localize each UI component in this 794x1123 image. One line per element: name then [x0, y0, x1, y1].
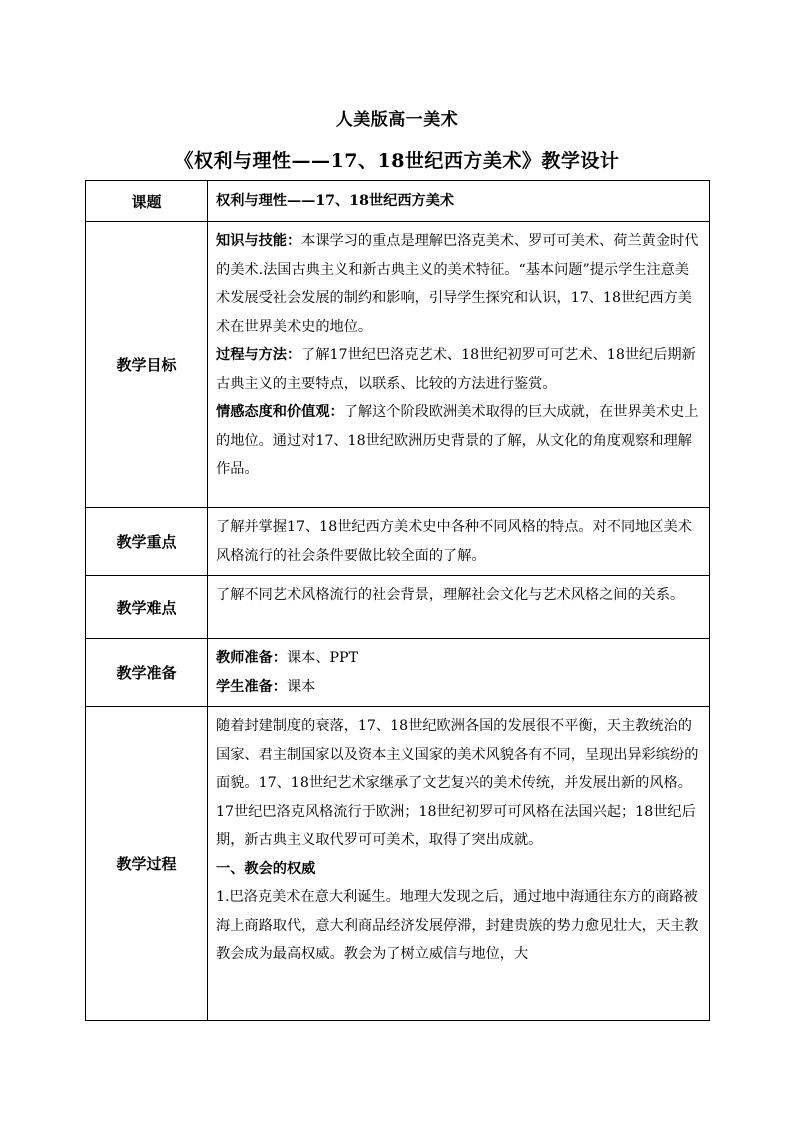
student-prep-line — [216, 673, 703, 702]
table-row-topic — [86, 181, 710, 222]
section-paragraph-baroque: 1.巴洛克美术在意大利诞生。地理大发现之后，通过地中海通往东方的商路被海上商路取代，意大利商品经济发展停滞，封建贵族的势力愈见壮大，天主教教会成为最高权威。教会为了树立威信与地位，大 — [216, 889, 699, 962]
table-row-process — [86, 707, 710, 1021]
section-heading-church-authority: 一、教会的权威 — [216, 860, 316, 877]
emotion-values-heading: 情感态度和价值观： — [216, 404, 344, 420]
knowledge-skills-heading: 知识与技能： — [216, 233, 302, 249]
row-content-difficulties: 了解不同艺术风格流行的社会背景，理解社会文化与艺术风格之间的关系。 — [208, 576, 710, 639]
table-row-preparation — [86, 639, 710, 707]
row-label-topic: 课题 — [86, 181, 208, 222]
teacher-prep-line — [216, 644, 703, 673]
table-row-objectives — [86, 222, 710, 508]
process-methods-paragraph — [216, 341, 703, 398]
table-row-keypoints — [86, 508, 710, 576]
teacher-prep-text: 课本、PPT — [286, 650, 359, 666]
row-content-process — [208, 707, 710, 1021]
row-label-preparation: 教学准备 — [86, 639, 208, 707]
document-subtitle: 《权利与理性——17、18世纪西方美术》教学设计 — [174, 150, 620, 172]
row-label-keypoints: 教学重点 — [86, 508, 208, 576]
row-content-keypoints: 了解并掌握17、18世纪西方美术史中各种不同风格的特点。对不同地区美术风格流行的社会条件要做比较全面的了解。 — [208, 508, 710, 576]
row-label-objectives: 教学目标 — [86, 222, 208, 508]
emotion-values-paragraph — [216, 398, 703, 484]
row-label-difficulties: 教学难点 — [86, 576, 208, 639]
row-content-preparation — [208, 639, 710, 707]
process-methods-heading: 过程与方法： — [216, 347, 302, 363]
document-title: 人美版高一美术 — [335, 110, 459, 130]
process-intro-paragraph: 随着封建制度的衰落，17、18世纪欧洲各国的发展很不平衡，天主教统治的国家、君主制国家以及资本主义国家的美术风貌各有不同，呈现出异彩缤纷的面貌。17、18世纪艺术家继承了文艺复兴的美术传统，并发展出新的风格。17世纪巴洛克风格流行于欧洲；18世纪初罗可可风格在法国兴起；18世纪后期，新古典主义取代罗可可美术，取得了突出成就。 — [216, 718, 699, 848]
student-prep-text: 课本 — [286, 678, 316, 695]
lesson-plan-table — [85, 180, 710, 1021]
student-prep-heading: 学生准备： — [216, 678, 287, 695]
knowledge-skills-text: 本课学习的重点是理解巴洛克美术、罗可可美术、荷兰黄金时代的美术.法国古典主义和新古典主义的美术特征。“基本问题”提示学生注意美术发展受社会发展的制约和影响，引导学生探究和认识，17、18世纪西方美术在世界美术史的地位。 — [216, 233, 699, 335]
teacher-prep-heading: 教师准备： — [216, 650, 287, 666]
process-methods-text: 了解17世纪巴洛克艺术、18世纪初罗可可艺术、18世纪后期新古典主义的主要特点，以联系、比较的方法进行鉴赏。 — [216, 347, 696, 392]
table-row-difficulties — [86, 576, 710, 639]
row-content-topic: 权利与理性——17、18世纪西方美术 — [208, 181, 710, 222]
row-label-process: 教学过程 — [86, 707, 208, 1021]
emotion-values-text: 了解这个阶段欧洲美术取得的巨大成就，在世界美术史上的地位。通过对17、18世纪欧洲历史背景的了解，从文化的角度观察和理解作品。 — [216, 404, 699, 477]
row-content-objectives — [208, 222, 710, 508]
knowledge-skills-paragraph — [216, 227, 703, 341]
